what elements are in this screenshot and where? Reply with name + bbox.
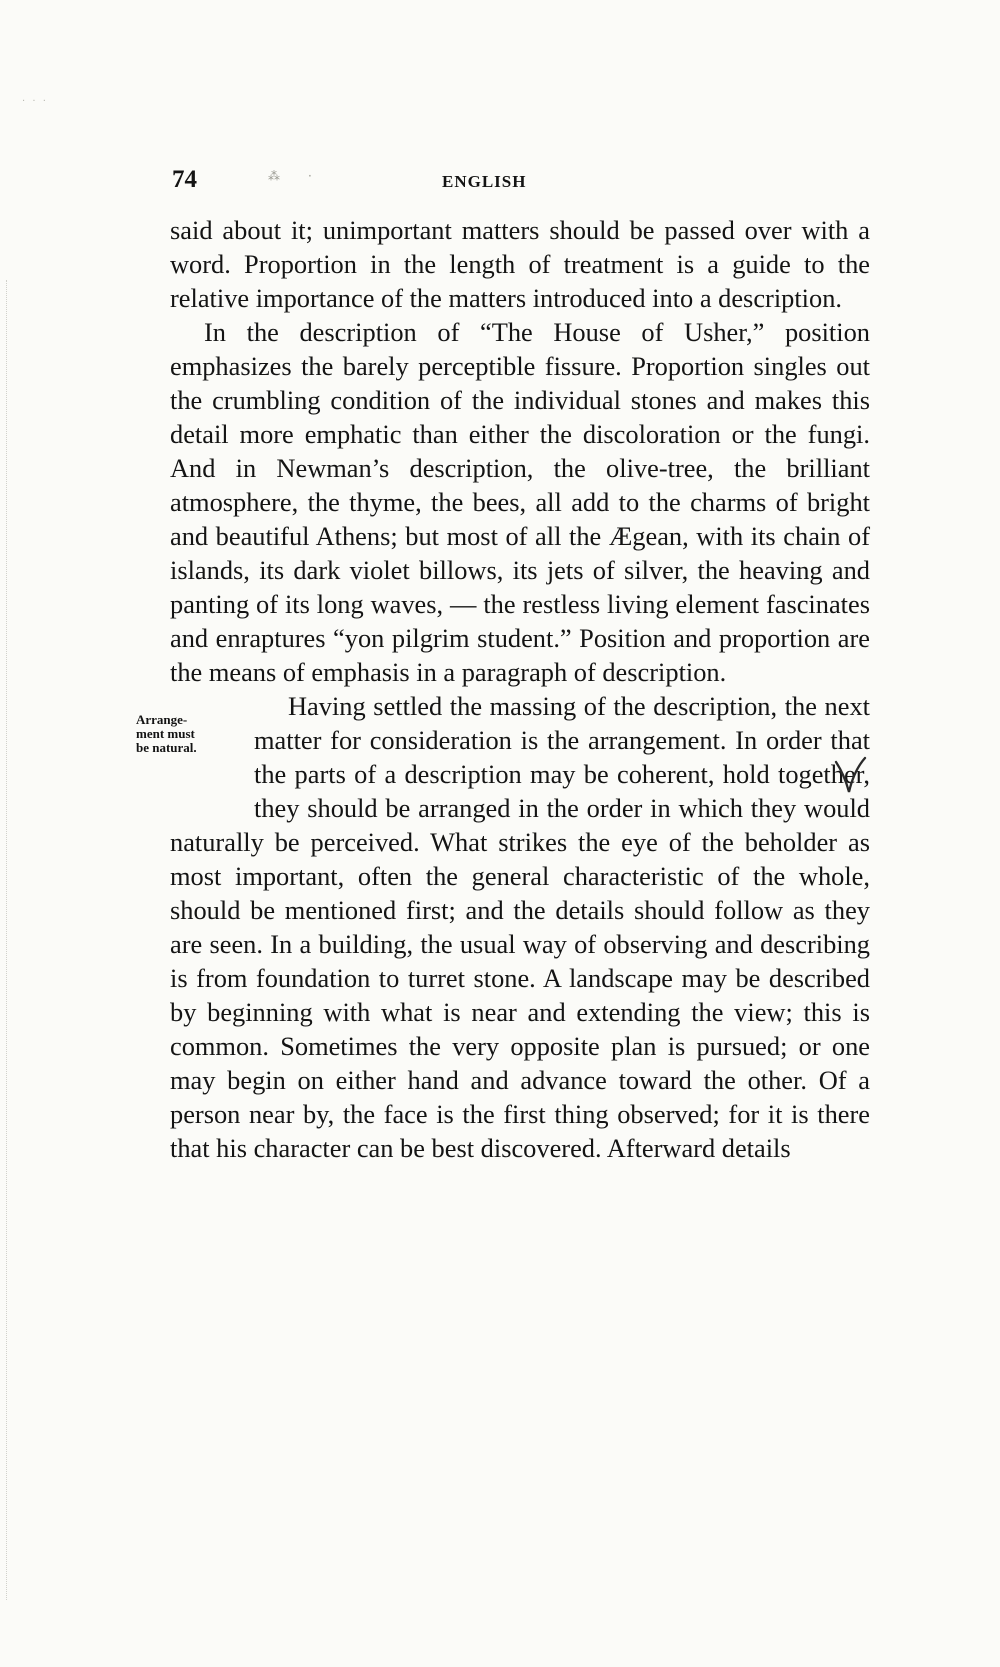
body-text	[136, 213, 870, 1165]
side-note-line-3: be natural.	[136, 740, 197, 755]
page-number: 74	[172, 166, 197, 193]
running-head	[172, 166, 872, 194]
scan-specks: · · ·	[22, 96, 48, 107]
running-title: ENGLISH	[442, 172, 527, 191]
page-edge-dots	[6, 280, 8, 1600]
pencil-check-mark	[832, 754, 868, 796]
side-note	[136, 693, 254, 815]
side-note-line-1: Arrange-	[136, 712, 188, 727]
printer-mark: ⁂	[268, 169, 280, 183]
paragraph-1: said about it; unimportant matters should be passed over with a word. Proportion in the length of treatment is a guide to the relative importance of the matters introduced into a description.	[170, 215, 870, 313]
paragraph-2: In the description of “The House of Usher,” position emphasizes the barely perceptible fissure. Proportion singles out the crumbling condition of the individual stones and makes this detail more emphatic than either the discoloration or the fungi. And in Newman’s description, the olive-tree, the brilliant atmosphere, the thyme, the bees, all add to the charms of bright and beautiful Athens; but most of all the Ægean, with its chain of islands, its dark violet billows, its jets of silver, the heaving and panting of its long waves, — the restless living element fascinates and enraptures “yon pilgrim student.” Position and proportion are the means of emphasis in a paragraph of description.	[170, 317, 870, 687]
paragraph-3-container	[136, 689, 870, 1165]
printer-dot: ·	[308, 169, 312, 183]
side-note-line-2: ment must	[136, 726, 195, 741]
paragraph-3: Having settled the massing of the description, the next matter for consideration is the arrangement. In order that the parts of a description may be coherent, hold together, they should be arranged in the order in which they would naturally be perceived. What strikes the eye of the beholder as most important, often the general characteristic of the whole, should be mentioned first; and the details should follow as they are seen. In a building, the usual way of observing and describing is from foundation to turret stone. A landscape may be described by beginning with what is near and extending the view; this is common. Sometimes the very opposite plan is pursued; or one may begin on either hand and advance toward the other. Of a person near by, the face is the first thing observed; for it is there that his character can be best discovered. Afterward details	[170, 691, 870, 1163]
